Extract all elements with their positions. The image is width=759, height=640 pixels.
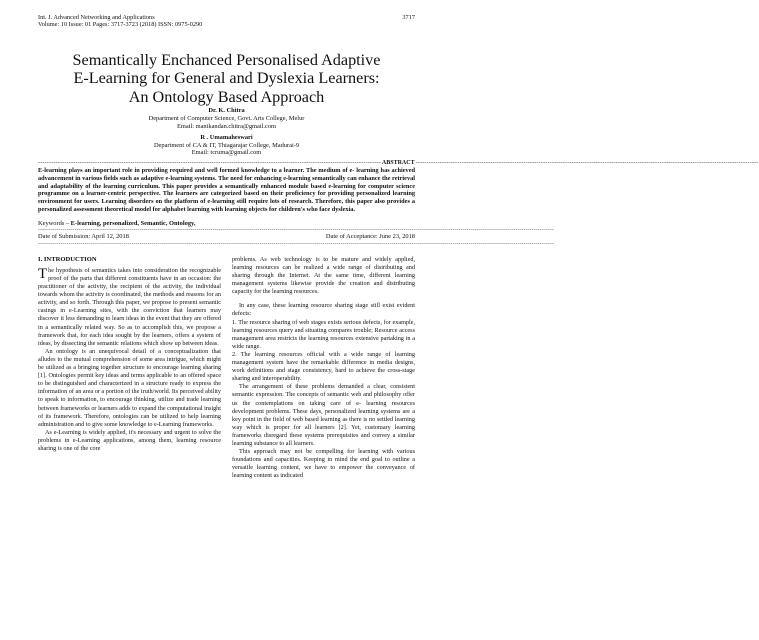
- right-paragraph-5: The arrangement of these problems demanded a clear, consistent semantic expression. The concepts of semantic web and philosophy offer us the contemplations on taking care of e- learning resources development problems. These days, personalized learning systems are a key point in the field of web based learning as there is no settled learning way which is proper for all learners [2]. Yet, customary learning frameworks disregard these systems prerequisites and convey a similar learning substance to all learners.: [232, 383, 415, 447]
- section-heading-introduction: I. INTRODUCTION: [38, 255, 97, 263]
- keywords-label: Keywords –: [38, 219, 70, 227]
- intro-paragraph-1: [38, 267, 221, 348]
- dates-line: [38, 233, 415, 241]
- author-email: Email: manikandan.chitra@gmail.com: [176, 122, 277, 130]
- keywords-line: [38, 220, 415, 228]
- author-block-2: [38, 134, 415, 157]
- journal-name: Int. J. Advanced Networking and Applications: [38, 14, 155, 21]
- right-column: [232, 256, 415, 481]
- title-line-2: E-Learning for General and Dyslexia Learners:: [73, 69, 380, 88]
- abstract-text: E-learning plays an important role in providing required and well formed knowledge to a learner. The medium of e- learning has achieved advancement in various fields such as adaptive e-learning systems. The need for enhancing e-learning semantically can enhance the retrieval and adaptability of the learning curriculum. This paper provides a semantically enhanced module based e-learning for computer science programme on a learner-centric perspective. The learners are categorized based on their proficiency for providing personalized learning environment for users. Learning disorders on the platform of e-learning still require lots of research. Therefore, this paper also provides a personalized assessment theoretical model for alphabet learning with learning objects for children's who face dyslexia.: [38, 166, 415, 213]
- title-line-3: An Ontology Based Approach: [128, 87, 325, 106]
- author-name: R . Umamaheswari: [200, 134, 253, 142]
- author-email: Email: tcruma@gmail.com: [191, 149, 262, 157]
- abstract-label: ABSTRACT: [381, 159, 415, 166]
- running-header: [38, 14, 415, 29]
- keywords-text: E-learning, personalized, Semantic, Ontology,: [70, 219, 196, 227]
- right-paragraph-2: In any case, these learning resource sharing stage still exist evident defects:: [232, 302, 415, 318]
- page-number: 3717: [402, 14, 415, 21]
- right-list-item-1: 1. The resource sharing of web stages exists serious defects, for example, learning resources query and situating compares trouble; Resource access management area restricts the learning resources extensive partaking in a wide range.: [232, 318, 415, 350]
- abstract-heading-rule: [38, 159, 759, 166]
- dash-rule-right: ------------------------------------------------------------------------------------------------------------------------------------------------------------: [415, 159, 759, 166]
- body-columns: [38, 256, 415, 481]
- acceptance-date: Date of Acceptance: June 23, 2018: [325, 233, 415, 241]
- right-paragraph-6: This approach may not be compelling for learning with various foundations and capacities. Keeping in mind the end goal to outline a versatile learning content, we have to empower the conveyance of learning content as indicated: [232, 448, 415, 480]
- submission-date: Date of Submission: April 12, 2018: [38, 233, 129, 241]
- divider-dashes: --------------------------------------------------------------------------------------------------------------------------------------------------------------------------------------------------------------------------------------------------------------: [38, 227, 555, 234]
- drop-cap: T: [38, 265, 48, 282]
- left-column: [38, 256, 221, 481]
- author-block-1: [38, 107, 415, 130]
- intro-paragraph-1-text: he hypothesis of semantics takes into consideration the recognizable proof of the parts that different constituents have in an occasion: the practitioner of the activity, the recipient of the activity, the individual towards whom the activity is coordinated, the methods and reasons for an activity, and so forth. Through this paper, we propose to present semantic casings in e-Learning sites, with the conviction that learners may discover it less demanding to learn ideas in the event that they are offered in a semantically related way. So as to accomplish this, we propose a framework that, for each idea sought by the learners, offers a system of ideas, by dissecting the semantic relations which show up between ideas.: [38, 266, 221, 347]
- intro-paragraph-3: As e-Learning is widely applied, it's necessary and urgent to solve the problems in e-Learning applications, among them, learning resource sharing is one of the core: [38, 428, 221, 452]
- divider-dashes: --------------------------------------------------------------------------------------------------------------------------------------------------------------------------------------------------------------------------------------------------------------: [38, 240, 555, 247]
- dash-rule-left: ------------------------------------------------------------------------------------------------------------------------------------------------------------: [38, 159, 381, 166]
- right-paragraph-1: problems. As web technology is to be mature and widely applied, learning resources can be realized a wide range of distributing and sharing through the Internet. At the same time, different learning management systems likewise provide the creation and distributing capacity for the learning resources.: [232, 255, 415, 296]
- volume-info: Volume: 10 Issue: 01 Pages: 3717-3723 (2018) ISSN: 0975-0290: [38, 21, 203, 29]
- author-name: Dr. K. Chitra: [208, 107, 245, 115]
- author-affiliation: Department of Computer Science, Govt. Arts College, Melur: [148, 114, 305, 122]
- title-line-1: Semantically Enchanced Personalised Adaptive: [72, 50, 381, 69]
- right-list-item-2: 2. The learning resources official with a wide range of learning management system have the remarkable difference in media designs, work definitions and stage consistency, hard to achieve the cross-stage sharing and interoperability.: [232, 350, 415, 383]
- paper-title: [38, 51, 415, 107]
- intro-paragraph-2: An ontology is an unequivocal detail of a conceptualization that alludes to the mutual comprehension of some area intrigue, which might be utilized as a bringing together structure to encourage learning sharing [1]. Ontologies permit key ideas and terms applicable to an offered space to be distinguished and characterized in a structure ready to express the information of an area or a portion of the truth/world. Its perceived ability to speak to information, to encourage thinking, utilize and trade learning between frameworks or learners adds to expand the computational insight of its framework. Therefore, ontologies can be utilized to help learning administration and to give some knowledge to e-Learning frameworks.: [38, 347, 221, 428]
- author-affiliation: Department of CA & IT, Thiagarajar College, Madurai-9: [153, 141, 300, 149]
